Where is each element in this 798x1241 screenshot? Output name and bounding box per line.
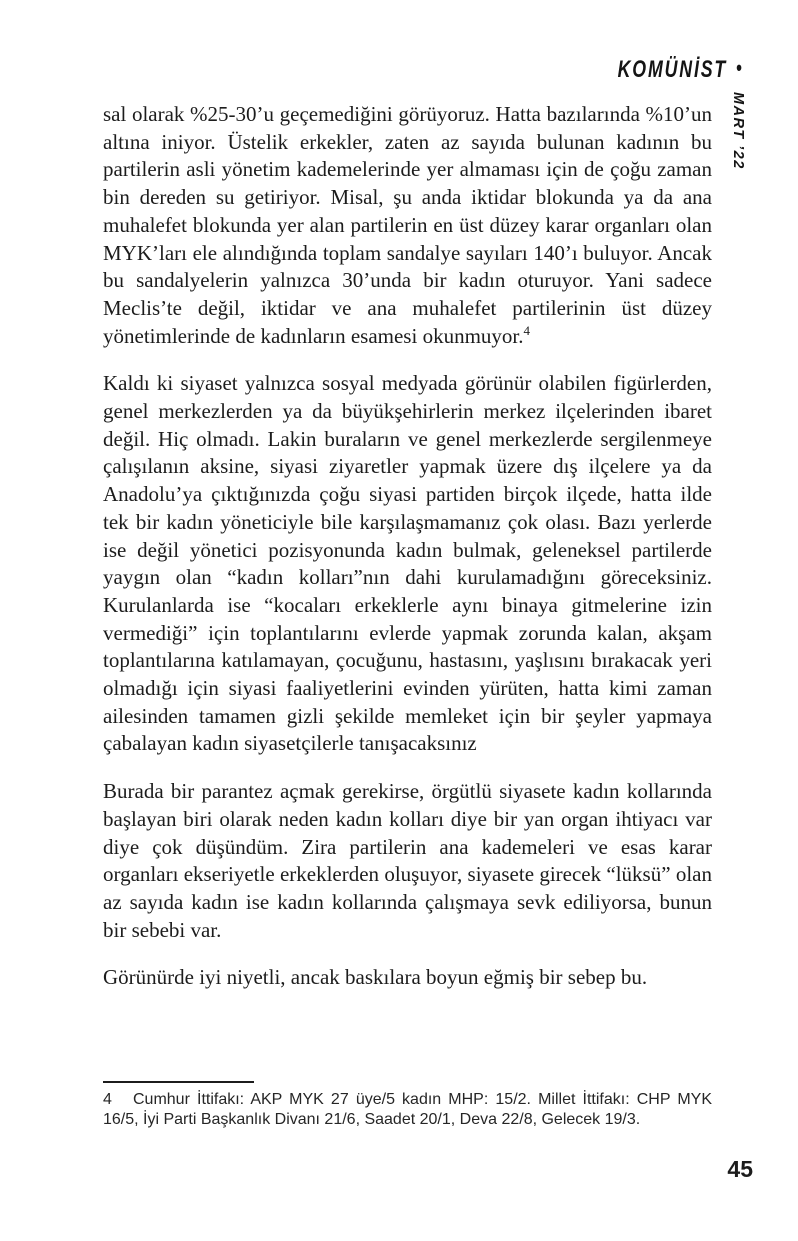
paragraph-text: Kaldı ki siyaset yalnızca sosyal medyada görünür olabilen figürlerden, genel merkezlerden ya da büyükşehirlerin merkez ilçelerinden ibaret değil. Hiç olmadı. Lakin buraların ve genel merkezlerde sergilenmeye çalışılanın aksine, siyasi ziyaretler yapmak üzere dış ilçelere ya da Anadolu’ya çıktığınızda çoğu siyasi partiden birçok ilçede, hatta ilde tek bir kadın yöneticiyle bile karşılaşmamanız çok olası. Bazı yerlerde ise değil yönetici pozisyonunda kadın bulmak, geleneksel partilerde yaygın olan “kadın kolları”nın dahi kurulamadığını göreceksiniz. Kurulanlarda ise “kocaları erkeklerle aynı binaya gitmelerine izin vermediği” için toplantılarını evlerde yapmak zorunda kalan, akşam toplantılarına katılamayan, çocuğunu, hastasını, yaşlısını bırakacak yeri olmadığı için siyasi faaliyetlerini evinden yürüten, hatta kimi zaman ailesinden tamamen gizli şekilde memleket için bir şeyler yapmaya çabalayan kadın siyasetçilerle tanışacaksınız: [103, 371, 712, 756]
footnote-number: 4: [103, 1091, 112, 1108]
body-paragraph: [103, 778, 712, 944]
journal-title: KOMÜNİST: [617, 56, 728, 83]
paragraph-text: sal olarak %25-30’u geçemediğini görüyoruz. Hatta bazılarında %10’un altına iniyor. Üstelik erkekler, zaten az sayıda bulunan kadının bu partilerin asli yönetim kademelerinde yer almaması için de çoğu zaman bin dereden su getiriyor. Misal, şu anda iktidar blokunda ya da ana muhalefet blokunda yer alan partilerin en üst düzey karar organları olan MYK’ları ele alındığında toplam sandalye sayıları 140’ı buluyor. Ancak bu sandalyelerin yalnızca 30’unda bir kadın oturuyor. Yani sadece Meclis’te değil, iktidar ve ana muhalefet partilerinin üst düzey yönetimlerinde de kadınların esamesi okunmuyor.: [103, 102, 712, 348]
footnote-block: [103, 1081, 712, 1130]
footnote-reference: 4: [523, 322, 530, 338]
footnote-text: Cumhur İttifakı: AKP MYK 27 üye/5 kadın MHP: 15/2. Millet İttifakı: CHP MYK 16/5, İyi Parti Başkanlık Divanı 21/6, Saadet 20/1, Deva 22/8, Gelecek 19/3.: [103, 1091, 712, 1128]
issue-label: MART ’22: [730, 92, 746, 170]
body-paragraph: [103, 964, 712, 992]
paragraph-text: Görünürde iyi niyetli, ancak baskılara boyun eğmiş bir sebep bu.: [103, 965, 648, 990]
bullet-separator: •: [736, 55, 742, 80]
body-paragraph: [103, 370, 712, 758]
footnote-entry: [103, 1090, 712, 1130]
footnote-divider: [103, 1081, 254, 1083]
masthead: [617, 55, 742, 83]
page-number: 45: [727, 1156, 753, 1182]
body-paragraph: [103, 101, 712, 350]
body-text-column: [103, 101, 712, 1012]
paragraph-text: Burada bir parantez açmak gerekirse, örgütlü siyasete kadın kollarında başlayan biri olarak neden kadın kolları diye bir yan organ ihtiyacı var diye çok düşündüm. Zira partilerin ana kademeleri ve esas karar organları ekseriyetle erkeklerden oluşuyor, siyasete girecek “lüksü” olan az sayıda kadın ise kadın kollarında çalışmaya sevk ediliyorsa, bunun bir sebebi var.: [103, 779, 712, 942]
